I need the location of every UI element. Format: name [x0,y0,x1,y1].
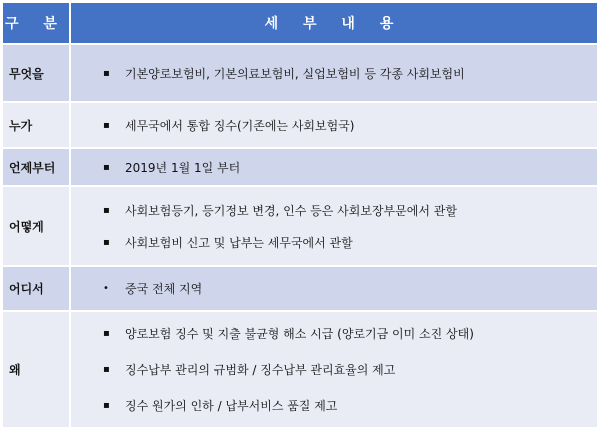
comparison-table [3,3,597,429]
list-item [103,115,597,135]
bullet-icon: ▪ [103,67,110,79]
row-content-where [71,267,597,312]
list-item [103,279,597,299]
bullet-icon: ▪ [103,161,110,173]
item-text: 중국 전체 지역 [125,282,203,296]
bullet-icon: ▪ [103,236,110,248]
header-detail-label: 세 부 내 용 [264,16,404,32]
list-item [103,157,597,177]
row-content-when [71,149,597,187]
row-label-why: 왜 [3,312,71,429]
row-label-who: 누가 [3,103,71,149]
row-label-when: 언제부터 [3,149,71,187]
item-text: 징수 원가의 인하 / 납부서비스 품질 제고 [125,399,338,413]
row-content-how [71,187,597,267]
item-text: 기본양로보험비, 기본의료보험비, 실업보험비 등 각종 사회보험비 [125,66,465,81]
list-item [103,396,597,416]
row-content-why [71,312,597,429]
list-item [103,200,597,220]
list-item [103,360,597,380]
item-text: 사회보험등기, 등기정보 변경, 인수 등은 사회보장부문에서 관할 [125,203,457,218]
list-item [103,232,597,252]
list-item [103,324,597,344]
header-category [3,3,71,45]
header-category-label: 구 분 [5,16,67,32]
list-item [103,63,597,83]
row-content-who [71,103,597,149]
item-text: 2019년 1월 1일 부터 [125,160,241,175]
bullet-icon: ▪ [103,328,110,339]
item-text: 사회보험비 신고 및 납부는 세무국에서 관할 [125,235,353,250]
row-label-where: 어디서 [3,267,71,312]
item-text: 양로보험 징수 및 지출 불균형 해소 시급 (양로기금 이미 소진 상태) [125,327,474,341]
header-detail [71,3,597,45]
bullet-icon: ▪ [103,119,110,131]
row-label-how: 어떻게 [3,187,71,267]
item-text: 징수납부 관리의 규범화 / 징수납부 관리효율의 제고 [125,363,396,377]
bullet-icon: ▪ [103,400,110,411]
bullet-icon: ▪ [103,204,110,216]
row-label-what: 무엇을 [3,45,71,103]
bullet-icon: • [103,283,109,294]
row-content-what [71,45,597,103]
bullet-icon: ▪ [103,364,110,375]
item-text: 세무국에서 통합 징수(기존에는 사회보험국) [125,118,355,133]
